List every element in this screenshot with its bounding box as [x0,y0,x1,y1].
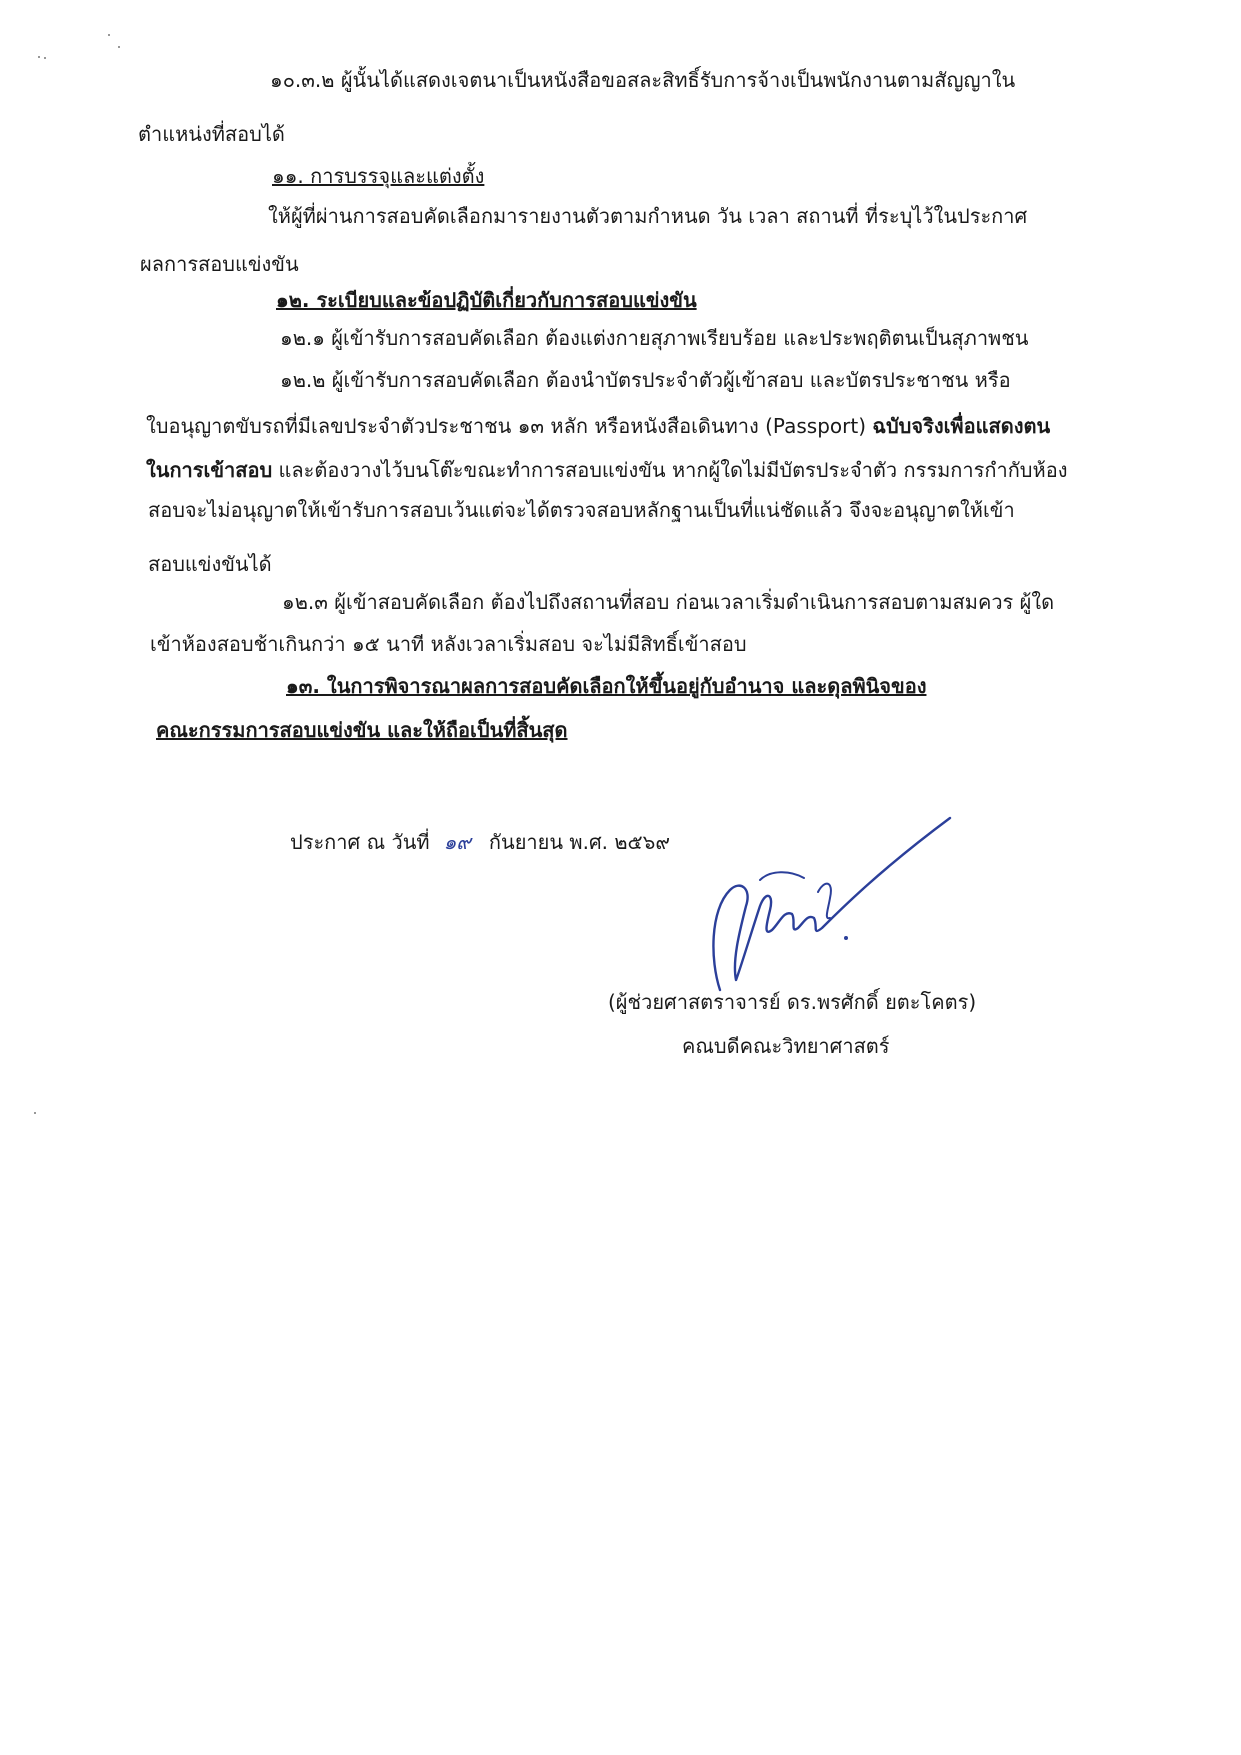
section-13-line2: คณะกรรมการสอบแข่งขัน และให้ถือเป็นที่สิ้นสุด [156,718,568,742]
section-12-2-line5: สอบแข่งขันได้ [148,552,272,576]
scan-speck [118,46,120,48]
section-12-2-line1: ๑๒.๒ ผู้เข้ารับการสอบคัดเลือก ต้องนำบัตรประจำตัวผู้เข้าสอบ และบัตรประชาชน หรือ [280,368,1011,392]
section-12-2-line3-bold: ในการเข้าสอบ [146,458,273,482]
para-10-3-2-line2: ตำแหน่งที่สอบได้ [138,122,285,146]
announce-suffix: กันยายน พ.ศ. ๒๕๖๙ [488,830,671,854]
scan-speck [38,56,40,58]
signer-title: คณบดีคณะวิทยาศาสตร์ [682,1034,890,1058]
section-12-3-line2: เข้าห้องสอบช้าเกินกว่า ๑๕ นาที หลังเวลาเริ่มสอบ จะไม่มีสิทธิ์เข้าสอบ [150,632,747,656]
scan-speck [34,1112,36,1114]
section-11-heading: ๑๑. การบรรจุและแต่งตั้ง [272,164,485,188]
section-12-3-line1: ๑๒.๓ ผู้เข้าสอบคัดเลือก ต้องไปถึงสถานที่สอบ ก่อนเวลาเริ่มดำเนินการสอบตามสมควร ผู้ใด [282,590,1055,614]
scan-speck [108,34,110,36]
section-12-2-line3-normal: และต้องวางไว้บนโต๊ะขณะทำการสอบแข่งขัน หากผู้ใดไม่มีบัตรประจำตัว กรรมการกำกับห้อง [272,458,1068,482]
section-13-line1: ๑๓. ในการพิจารณาผลการสอบคัดเลือกให้ขึ้นอยู่กับอำนาจ และดุลพินิจของ [286,674,927,698]
signer-name: (ผู้ช่วยศาสตราจารย์ ดร.พรศักดิ์ ยตะโคตร) [608,990,977,1014]
section-12-2-line2-normal: ใบอนุญาตขับรถที่มีเลขประจำตัวประชาชน ๑๓ หลัก หรือหนังสือเดินทาง (Passport) [146,414,873,438]
announcement-date [290,828,670,856]
scan-speck [44,57,46,59]
announce-prefix: ประกาศ ณ วันที่ [290,830,430,854]
section-11-line1: ให้ผู้ที่ผ่านการสอบคัดเลือกมารายงานตัวตามกำหนด วัน เวลา สถานที่ ที่ระบุไว้ในประกาศ [268,204,1028,228]
signature-icon [700,810,960,1010]
section-11-line2: ผลการสอบแข่งขัน [140,252,299,276]
section-12-heading: ๑๒. ระเบียบและข้อปฏิบัติเกี่ยวกับการสอบแข่งขัน [276,288,697,312]
announce-day-handwritten: ๑๙ [443,830,471,854]
section-12-2-line4: สอบจะไม่อนุญาตให้เข้ารับการสอบเว้นแต่จะได้ตรวจสอบหลักฐานเป็นที่แน่ชัดแล้ว จึงจะอนุญาตให้เข้า [148,498,1015,522]
section-12-2-line2 [146,412,1050,440]
para-10-3-2-line1: ๑๐.๓.๒ ผู้นั้นได้แสดงเจตนาเป็นหนังสือขอสละสิทธิ์รับการจ้างเป็นพนักงานตามสัญญาใน [270,68,1016,92]
section-12-1: ๑๒.๑ ผู้เข้ารับการสอบคัดเลือก ต้องแต่งกายสุภาพเรียบร้อย และประพฤติตนเป็นสุภาพชน [280,326,1029,350]
section-12-2-line3 [146,456,1067,484]
section-12-2-line2-bold: ฉบับจริงเพื่อแสดงตน [872,414,1051,438]
